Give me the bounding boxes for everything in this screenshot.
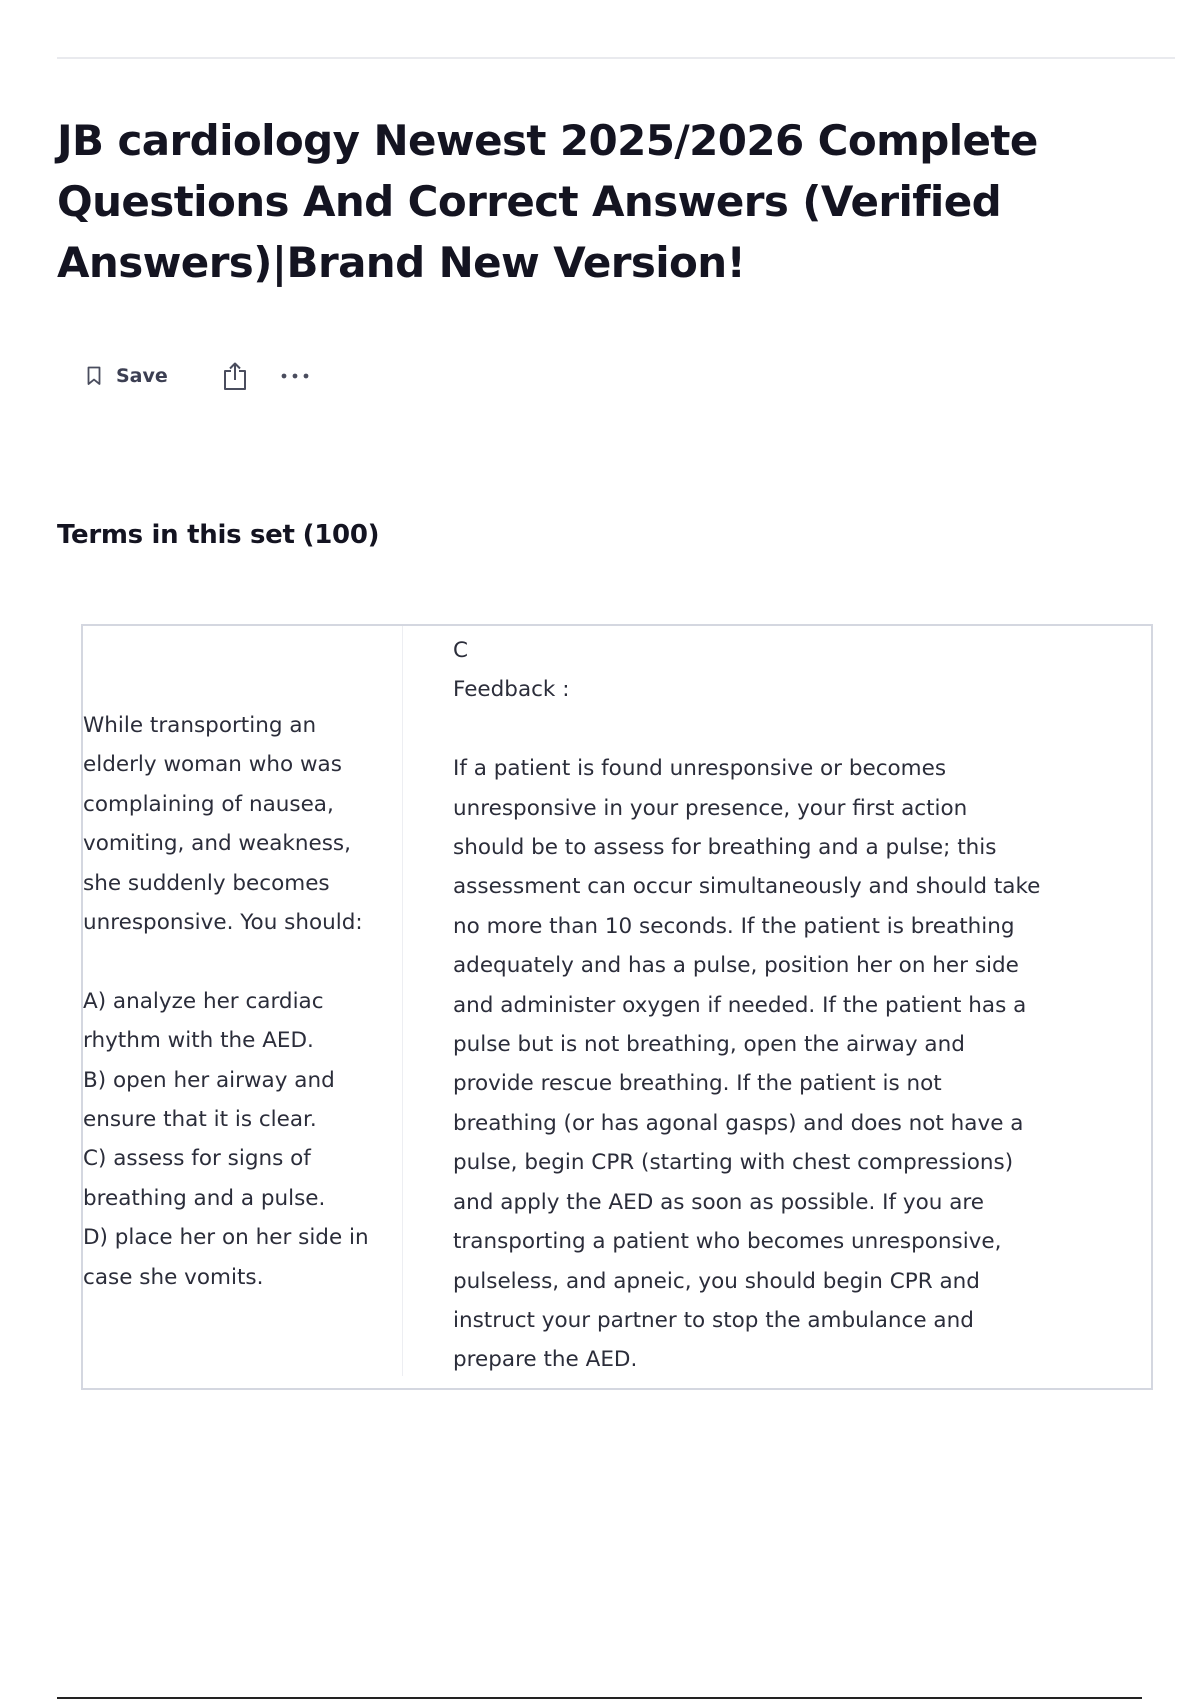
more-horizontal-icon: [280, 372, 310, 380]
term-answer: C Feedback : If a patient is found unresponsive or becomes unresponsive in your presence, your first action should be to assess for breathing and a pulse; this assessment can occur simultaneously and should take no more than 10 seconds. If the patient is breathing adequately and has a pulse, position her on her side and administer oxygen if needed. If the patient has a pulse but is not breathing, open the airway and provide rescue breathing. If the patient is not breathing (or has agonal gasps) and does not have a pulse, begin CPR (starting with chest compressions) and apply the AED as soon as possible. If you are transporting a patient who becomes unresponsive, pulseless, and apneic, you should begin CPR and instruct your partner to stop the ambulance and prepare the AED.: [453, 638, 1041, 1373]
term-card: [81, 624, 1153, 1390]
top-divider: [57, 57, 1175, 59]
card-divider: [402, 626, 403, 1376]
share-icon: [222, 361, 248, 391]
set-toolbar: [86, 358, 310, 394]
terms-count: (100): [302, 520, 380, 550]
share-button[interactable]: [222, 361, 248, 391]
save-button[interactable]: [86, 365, 168, 387]
terms-heading-label: Terms in this set: [57, 520, 295, 550]
more-options-button[interactable]: [280, 372, 310, 380]
term-question: While transporting an elderly woman who was complaining of nausea, vomiting, and weakness, she suddenly becomes unresponsive. You should: A) analyze her cardiac rhythm with the AED. B) open her airway and ensure that it is clear. C) assess for signs of breathing and a pulse. D) place her on her side in case she vomits.: [83, 713, 369, 1290]
page-title: JB cardiology Newest 2025/2026 Complete Questions And Correct Answers (Verified Answers)|Brand New Version!: [57, 116, 1038, 287]
save-button-label: Save: [116, 365, 168, 387]
terms-heading: [57, 520, 379, 550]
bookmark-icon: [86, 366, 102, 386]
bottom-divider: [57, 1697, 1142, 1699]
